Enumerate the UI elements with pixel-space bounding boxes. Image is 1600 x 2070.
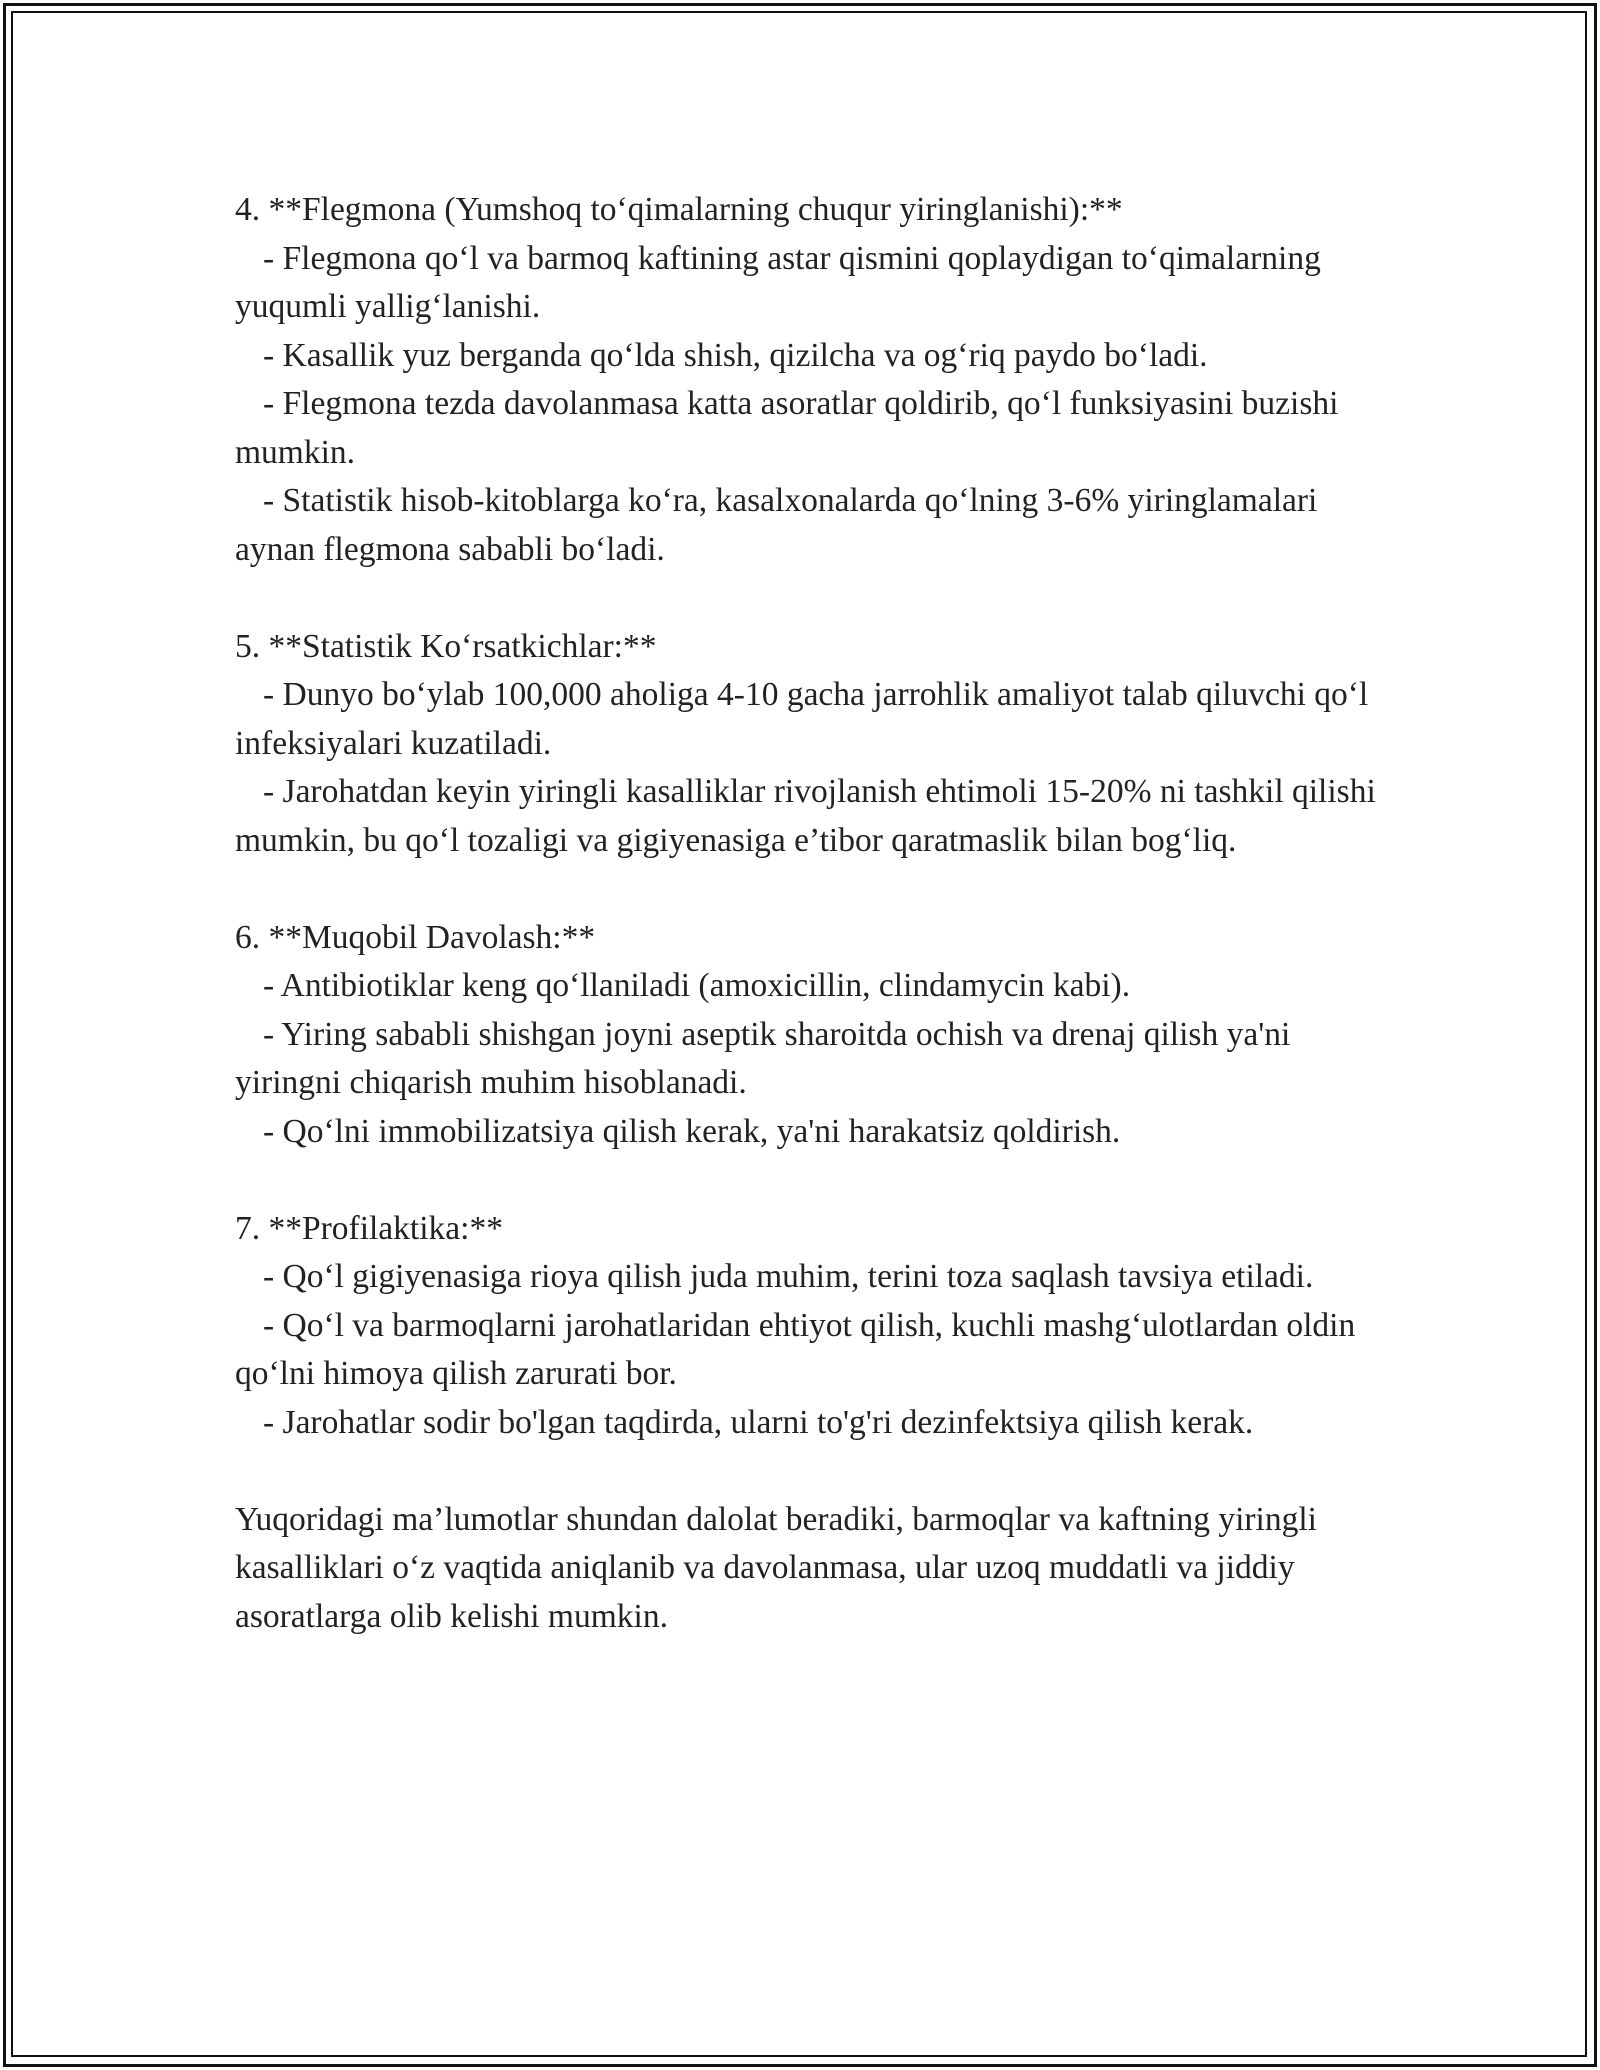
bullet-item: - Qo‘l va barmoqlarni jarohatlaridan ehtiyot qilish, kuchli mashg‘ulotlardan oldin qo‘lni himoya qilish zarurati bor. [235, 1306, 1356, 1392]
section-heading: 4. **Flegmona (Yumshoq to‘qimalarning chuqur yiringlanishi):** [235, 191, 1123, 228]
bullet-item: - Antibiotiklar keng qo‘llaniladi (amoxicillin, clindamycin kabi). [263, 967, 1131, 1004]
bullet-item: - Statistik hisob-kitoblarga ko‘ra, kasalxonalarda qo‘lning 3-6% yiringlamalari aynan flegmona sababli bo‘ladi. [235, 482, 1318, 568]
bullet-item: - Yiring sababli shishgan joyni aseptik sharoitda ochish va drenaj qilish ya'ni yiringni chiqarish muhim hisoblanadi. [235, 1015, 1291, 1101]
bullet-item: - Flegmona qo‘l va barmoq kaftining astar qismini qoplaydigan to‘qimalarning yuqumli yallig‘lanishi. [235, 239, 1321, 325]
bullet-item: - Qo‘lni immobilizatsiya qilish kerak, ya'ni harakatsiz qoldirish. [263, 1112, 1121, 1150]
bullet-item: - Dunyo bo‘ylab 100,000 aholiga 4-10 gacha jarrohlik amaliyot talab qiluvchi qo‘l infeksiyalari kuzatiladi. [235, 676, 1369, 762]
conclusion-paragraph: Yuqoridagi ma’lumotlar shundan dalolat beradiki, barmoqlar va kaftning yiringli kasalliklari o‘z vaqtida aniqlanib va davolanmasa, ular uzoq muddatli va jiddiy asoratlarga olib kelishi mumkin. [235, 1500, 1317, 1635]
section-heading: 5. **Statistik Ko‘rsatkichlar:** [235, 627, 657, 665]
bullet-item: - Jarohatdan keyin yiringli kasalliklar rivojlanish ehtimoli 15-20% ni tashkil qilishi mumkin, bu qo‘l tozaligi va gigiyenasiga e’tibor qaratmaslik bilan bog‘liq. [235, 773, 1376, 859]
section-heading: 6. **Muqobil Davolash:** [235, 918, 596, 956]
section-muqobil-davolash [235, 914, 1395, 1157]
section-statistik-korsatkichlar [235, 623, 1395, 866]
section-heading: 7. **Profilaktika:** [235, 1209, 503, 1247]
section-flegmona [235, 186, 1395, 574]
bullet-item: - Kasallik yuz berganda qo‘lda shish, qizilcha va og‘riq paydo bo‘ladi. [263, 336, 1208, 374]
bullet-item: - Flegmona tezda davolanmasa katta asoratlar qoldirib, qo‘l funksiyasini buzishi mumkin. [235, 385, 1339, 471]
bullet-item: - Qo‘l gigiyenasiga rioya qilish juda muhim, terini toza saqlash tavsiya etiladi. [263, 1258, 1314, 1295]
document-body [235, 186, 1395, 1641]
bullet-item: - Jarohatlar sodir bo'lgan taqdirda, ularni to'g'ri dezinfektsiya qilish kerak. [263, 1403, 1254, 1441]
section-profilaktika [235, 1205, 1395, 1448]
